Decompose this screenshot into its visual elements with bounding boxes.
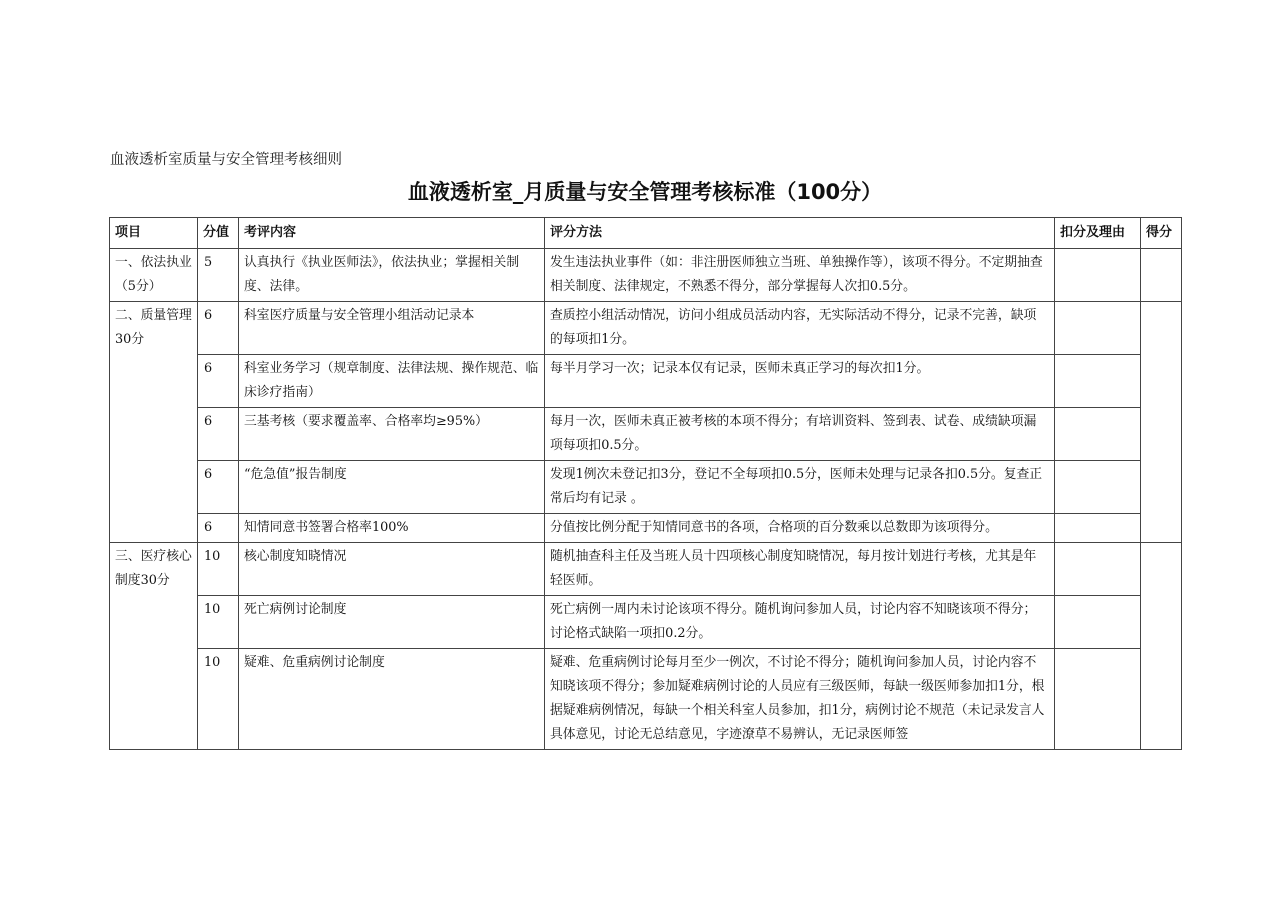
row-score: 6 bbox=[198, 514, 239, 543]
row-deduction-cell bbox=[1055, 649, 1141, 750]
table-row bbox=[110, 543, 1182, 596]
document-title: 血液透析室_月质量与安全管理考核标准（100分） bbox=[407, 180, 883, 204]
row-result-cell bbox=[1141, 249, 1182, 302]
row-deduction-cell bbox=[1055, 408, 1141, 461]
header-score: 分值 bbox=[198, 218, 239, 249]
row-content: 核心制度知晓情况 bbox=[239, 543, 545, 596]
row-method: 随机抽查科主任及当班人员十四项核心制度知晓情况，每月按计划进行考核，尤其是年轻医师。 bbox=[545, 543, 1055, 596]
row-method: 死亡病例一周内未讨论该项不得分。随机询问参加人员，讨论内容不知晓该项不得分；讨论格式缺陷一项扣0.2分。 bbox=[545, 596, 1055, 649]
row-content: 知情同意书签署合格率100% bbox=[239, 514, 545, 543]
row-method-text: 疑难、危重病例讨论每月至少一例次，不讨论不得分；随机询问参加人员，讨论内容不知晓该项不得分；参加疑难病例讨论的人员应有三级医师，每缺一级医师参加扣1分，根据疑难病例情况，每缺一个相关科室人员参加，扣1分，病例讨论不规范（未记录发言人具体意见，讨论无总结意见，字迹潦草不易辨认，无记录医师签 bbox=[550, 655, 1045, 742]
table-row bbox=[110, 514, 1182, 543]
table-header-row bbox=[110, 218, 1182, 249]
table-row bbox=[110, 408, 1182, 461]
row-method: 每月一次，医师未真正被考核的本项不得分；有培训资料、签到表、试卷、成绩缺项漏项每项扣0.5分。 bbox=[545, 408, 1055, 461]
group-label: 一、依法执业（5分） bbox=[110, 249, 198, 302]
row-deduction-cell bbox=[1055, 461, 1141, 514]
row-content: 死亡病例讨论制度 bbox=[239, 596, 545, 649]
table-row bbox=[110, 249, 1182, 302]
row-score: 10 bbox=[198, 543, 239, 596]
row-score: 6 bbox=[198, 461, 239, 514]
row-score: 10 bbox=[198, 596, 239, 649]
header-content: 考评内容 bbox=[239, 218, 545, 249]
row-deduction-cell bbox=[1055, 355, 1141, 408]
row-content: 认真执行《执业医师法》，依法执业；掌握相关制度、法律。 bbox=[239, 249, 545, 302]
row-content: 三基考核（要求覆盖率、合格率均≥95%） bbox=[239, 408, 545, 461]
header-method: 评分方法 bbox=[545, 218, 1055, 249]
row-content: 科室业务学习（规章制度、法律法规、操作规范、临床诊疗指南） bbox=[239, 355, 545, 408]
group-label: 三、医疗核心制度30分 bbox=[110, 543, 198, 750]
row-deduction-cell bbox=[1055, 596, 1141, 649]
row-deduction-cell bbox=[1055, 249, 1141, 302]
row-score: 6 bbox=[198, 408, 239, 461]
row-deduction-cell bbox=[1055, 514, 1141, 543]
row-score: 5 bbox=[198, 249, 239, 302]
row-content: “危急值”报告制度 bbox=[239, 461, 545, 514]
row-score: 6 bbox=[198, 302, 239, 355]
table-row bbox=[110, 461, 1182, 514]
row-method: 发现1例次未登记扣3分，登记不全每项扣0.5分，医师未处理与记录各扣0.5分。复查正常后均有记录 。 bbox=[545, 461, 1055, 514]
group-label: 二、质量管理30分 bbox=[110, 302, 198, 543]
header-deduction: 扣分及理由 bbox=[1055, 218, 1141, 249]
row-content: 疑难、危重病例讨论制度 bbox=[239, 649, 545, 750]
header-result: 得分 bbox=[1141, 218, 1182, 249]
group-result-cell bbox=[1141, 543, 1182, 750]
table-row bbox=[110, 649, 1182, 750]
row-score: 6 bbox=[198, 355, 239, 408]
group-result-cell bbox=[1141, 302, 1182, 543]
row-method: 查质控小组活动情况，访问小组成员活动内容，无实际活动不得分，记录不完善，缺项的每项扣1分。 bbox=[545, 302, 1055, 355]
assessment-table bbox=[109, 217, 1182, 750]
row-method: 每半月学习一次；记录本仅有记录，医师未真正学习的每次扣1分。 bbox=[545, 355, 1055, 408]
row-deduction-cell bbox=[1055, 302, 1141, 355]
row-deduction-cell bbox=[1055, 543, 1141, 596]
table-row bbox=[110, 302, 1182, 355]
row-method: 发生违法执业事件（如：非注册医师独立当班、单独操作等），该项不得分。不定期抽查相关制度、法律规定，不熟悉不得分，部分掌握每人次扣0.5分。 bbox=[545, 249, 1055, 302]
row-method: 分值按比例分配于知情同意书的各项，合格项的百分数乘以总数即为该项得分。 bbox=[545, 514, 1055, 543]
header-item: 项目 bbox=[110, 218, 198, 249]
table-row bbox=[110, 596, 1182, 649]
row-content: 科室医疗质量与安全管理小组活动记录本 bbox=[239, 302, 545, 355]
row-score: 10 bbox=[198, 649, 239, 750]
row-method bbox=[545, 649, 1055, 750]
table-row bbox=[110, 355, 1182, 408]
document-subtitle: 血液透析室质量与安全管理考核细则 bbox=[110, 152, 342, 168]
